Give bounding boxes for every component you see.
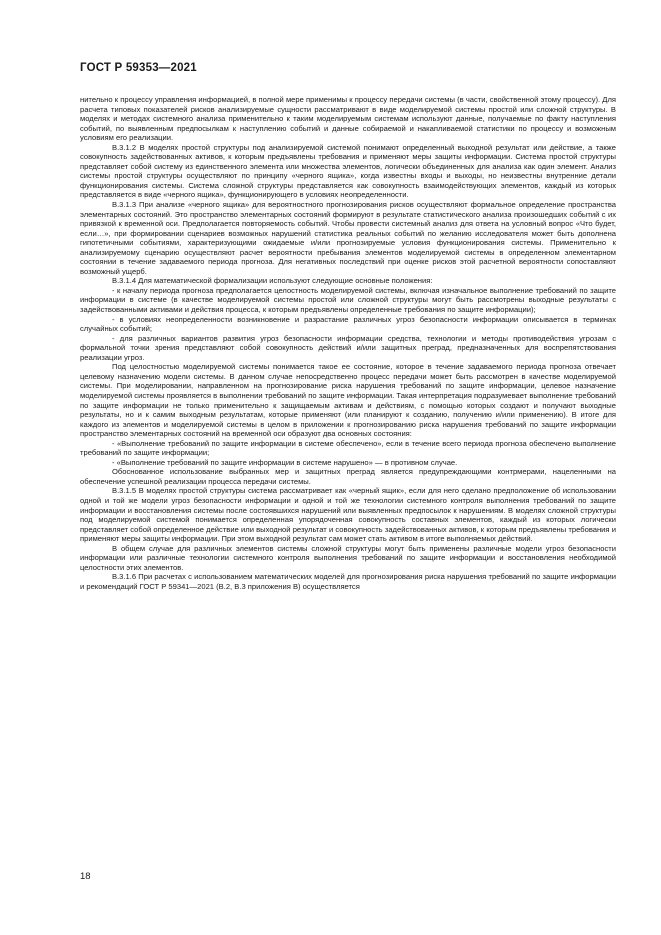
paragraph: Под целостностью моделируемой системы понимается такое ее состояние, которое в течение задаваемого периода прогноза отвечает целевому назначению модели системы. В данном случае непосредственно процесс передачи может быть рассмотрен в качестве моделируемой системы. При моделировании, направленном на прогнозирование риска нарушения требований по защите информации, целевое назначение моделируемой системы проявляется в выполнении требований по защите информации. Такая интерпретация подразумевает выполнение требований по защите информации не только применительно к защищаемым активам и действиям, с помощью которых создают и получают выходные результаты, но и к самим выходным результатам, которые применяют (или планируют к созданию, получению и/или применению). В итоге для каждого из элементов и моделируемой системы в целом в приложении к прогнозированию риска нарушения требований по защите информации пространство элементарных состояний на временной оси образуют два основных состояния: <box>80 362 616 439</box>
body-text <box>80 95 616 591</box>
paragraph: В.3.1.5 В моделях простой структуры система рассматривает как «черный ящик», если для него сделано предположение об использовании одной и той же модели угроз безопасности информации и одной и той же технологии системного контроля выполнения требований по защите информации и восстановления системы после состоявшихся нарушений или выявленных предпосылок к нарушениям. В моделях сложной структуры под моделируемой системой понимается определенная упорядоченная совокупность составных элементов, каждый из которых логически представляет собой определенное действие или выходной результат и совокупность задействованных активов, к которым предъявлены требования и применяют меры защиты информации. При этом выходной результат сам может стать активом в итоге выполняемых действий. <box>80 486 616 544</box>
page-number: 18 <box>80 871 91 882</box>
paragraph: В.3.1.4 Для математической формализации используют следующие основные положения: <box>112 276 433 286</box>
paragraph: В.3.1.6 При расчетах с использованием математических моделей для прогнозирования риска нарушения требований по защите информации и рекомендаций ГОСТ Р 59341—2021 (В.2, В.3 приложения В) осуществляется <box>80 572 616 591</box>
list-item: - в условиях неопределенности возникновение и разрастание различных угроз безопасности информации описывается в терминах случайных событий; <box>80 314 616 334</box>
paragraph: В.3.1.2 В моделях простой структуры под анализируемой системой понимают определенный выходной результат или действие, а также совокупность задействованных активов, к которым предъявлены требования и применяют меры защиты информации. Система простой структуры представляет собой систему из единственного элемента или множества элементов, логически объединенных для анализа как один элемент. Анализ системы простой структуры осуществляют по принципу «черного ящика», когда известны входы и выходы, но неизвестны внутренние детали функционирования системы. Система сложной структуры представляется как совокупность взаимодействующих элементов, каждый из которых представляется в виде «черного ящика», функционирующего в условиях неопределенности. <box>80 142 616 200</box>
list-item: - к началу периода прогноза предполагается целостность моделируемой системы, включая изначальное выполнение требований по защите информации в системе (в качестве моделируемой системы простой или сложной структуры могут быть рассмотрены выходные результаты с задействованными активами и действия процесса, к которым предъявлены определенные требования по защите информации); <box>80 285 616 315</box>
page-header: ГОСТ Р 59353—2021 <box>80 62 197 74</box>
paragraph: В.3.1.3 При анализе «черного ящика» для вероятностного прогнозирования рисков осуществляют формальное определение пространства элементарных состояний. Это пространство элементарных состояний формируют в результате статистического анализа произошедших событий с их привязкой к временной оси. Предполагается повторяемость событий. Чтобы провести системный анализ для ответа на условный вопрос «Что будет, если…», при формировании сценариев возможных нарушений статистика реальных событий по желанию исследователя может быть дополнена гипотетичными событиями, характеризующими ожидаемые и/или прогнозируемые условия функционирования системы. Применительно к анализируемому сценарию осуществляют расчет вероятности пребывания элементов моделируемой системы в определенном элементарном состоянии в течение задаваемого периода прогноза. Для негативных последствий при оценке рисков этой расчетной вероятности сопоставляют возможный ущерб. <box>80 200 616 276</box>
list-item: - для различных вариантов развития угроз безопасности информации средства, технологии и методы противодействия угрозам с формальной точки зрения представляют собой совокупность действий и/или защитных преград, предназначенных для воспрепятствования реализации угроз. <box>80 333 616 362</box>
list-item: - «Выполнение требований по защите информации в системе нарушено» — в противном случае. <box>112 457 458 467</box>
paragraph: Обоснованное использование выбранных мер и защитных преград является предупреждающими контрмерами, нацеленными на обеспечение успешной реализации процесса передачи системы. <box>80 467 616 486</box>
list-item: - «Выполнение требований по защите информации в системе обеспечено», если в течение всего периода прогноза обеспечено выполнение требований по защите информации; <box>80 438 616 458</box>
paragraph: нительно к процессу управления информацией, в полной мере применимы к процессу передачи системы (в части, свойственной этому процессу). Для расчета типовых показателей рисков анализируемые сущности рассматривают в виде моделируемой системы простой или сложной структуры. В моделях и методах системного анализа применительно к таким моделируемым системам используют данные, получаемые по факту наступления событий, по выявленным предпосылкам к наступлению событий и данные собираемой и накапливаемой статистики по процессу и возможным условиям его реализации. <box>80 95 616 143</box>
paragraph: В общем случае для различных элементов системы сложной структуры могут быть применены различные модели угроз безопасности информации или различные технологии системного контроля выполнения требований по защите информации и восстановления необходимой целостности этих элементов. <box>80 543 616 572</box>
